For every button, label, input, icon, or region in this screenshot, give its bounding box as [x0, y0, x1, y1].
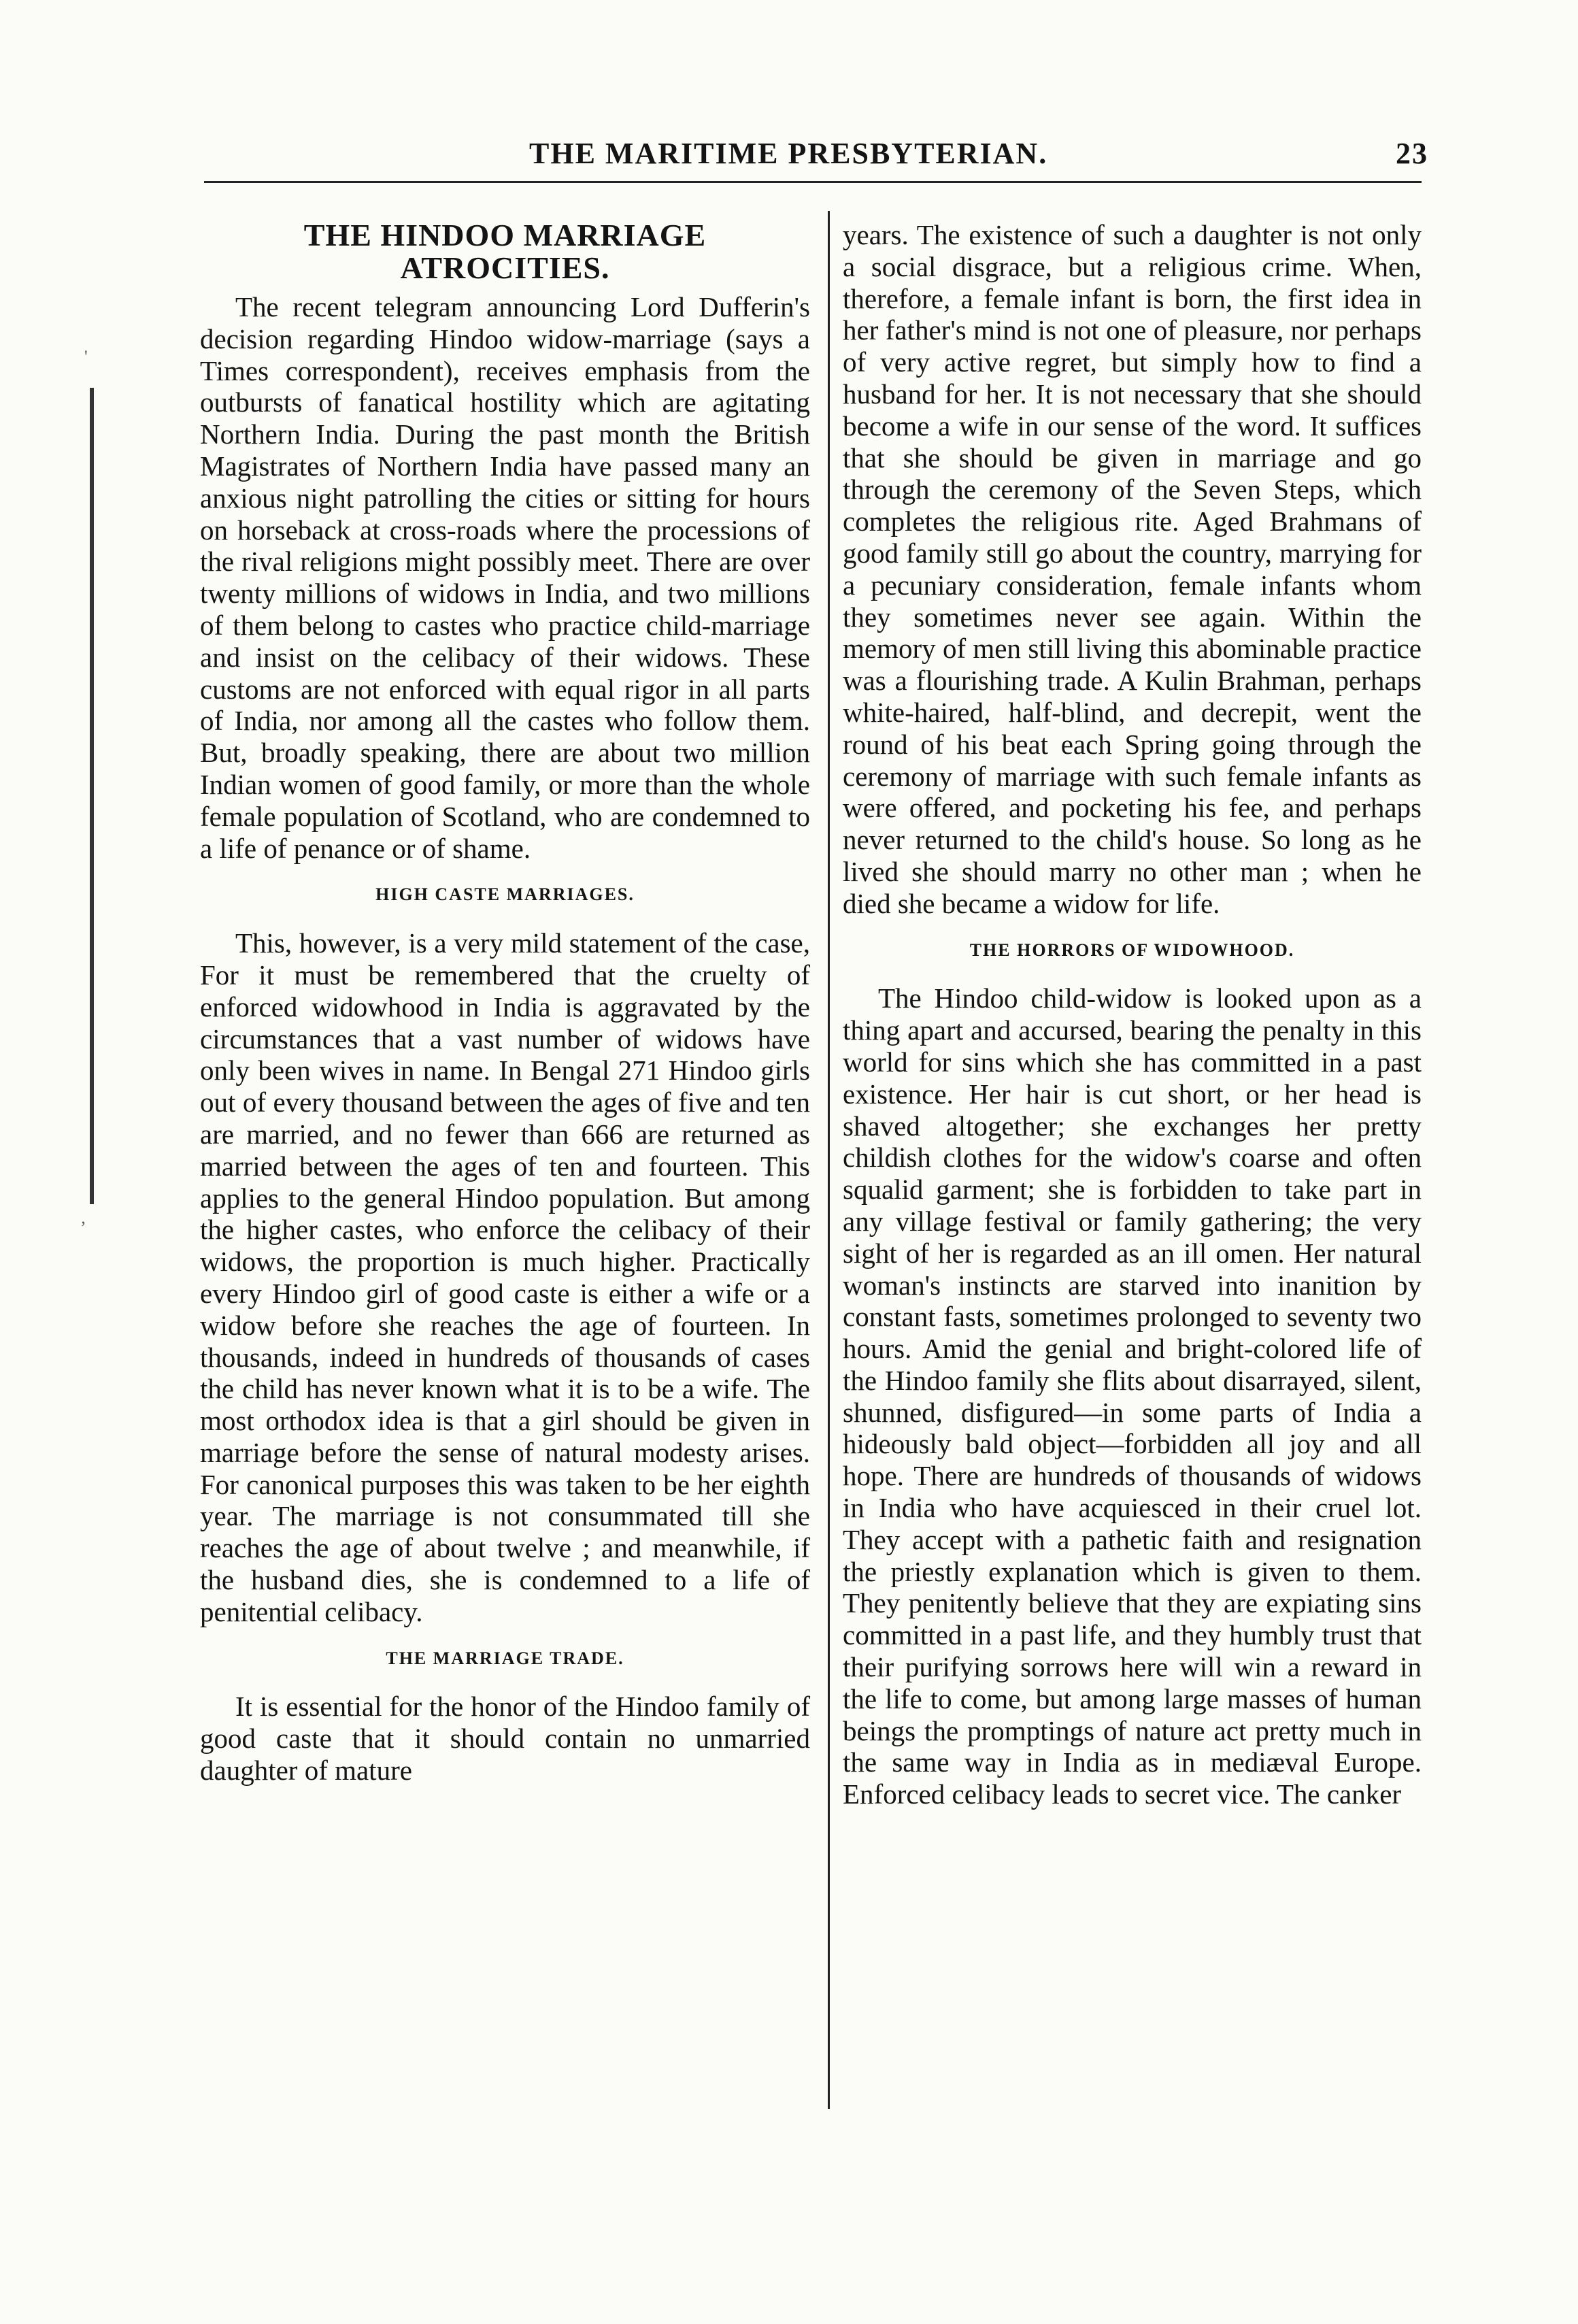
margin-bar	[90, 388, 94, 1204]
paragraph-marriage-trade-continued: years. The existence of such a daughter is not only a social disgrace, but a religious crime. When, therefore, a female infant is born, the first idea in her father's mind is not one of pleasure, nor perhaps of very active regret, but simply how to find a husband for her. It is not necessary that she should become a wife in our sense of the word. It suffices that she should be given in marriage and go through the ceremony of the Seven Steps, which completes the religious rite. Aged Brahmans of good family still go about the country, marrying for a pecuniary consideration, female infants whom they sometimes never see again. Within the memory of men still living this abominable practice was a flourishing trade. A Kulin Brahman, perhaps white-haired, half-blind, and decrepit, went the round of his beat each Spring going through the ceremony of marriage with such female infants as were offered, and pocketing his fee, and perhaps never returned to the child's house. So long as he lived she should marry no other man ; when he died she became a widow for life.	[843, 219, 1422, 919]
column-right	[843, 219, 1422, 1810]
paragraph-horrors-of-widowhood: The Hindoo child-widow is looked upon as a thing apart and accursed, bearing the penalty in this world for sins which she has committed in a past existence. Her hair is cut short, or her head is shaved altogether; she exchanges her pretty childish clothes for the widow's coarse and often squalid garment; she is forbidden to take part in any village festival or family gathering; the very sight of her is regarded as an ill omen. Her natural woman's instincts are starved into inanition by constant fasts, sometimes prolonged to seventy two hours. Amid the genial and bright-colored life of the Hindoo family she flits about disarrayed, silent, shunned, disfigured—in some parts of India a hideously bald object—forbidden all joy and all hope. There are hundreds of thousands of widows in India who have acquiesced in their cruel lot. They accept with a pathetic faith and resignation the priestly explanation which is given to them. They penitently believe that they are expiating sins committed in a past life, and they humbly trust that their purifying sorrows here will win a reward in the life to come, but among large masses of human beings the promptings of nature act pretty much in the same way in India as in mediæval Europe. Enforced celibacy leads to secret vice. The canker	[843, 982, 1422, 1810]
column-divider	[828, 211, 830, 2109]
margin-mark: ʼ	[80, 1218, 86, 1238]
margin-mark: '	[84, 347, 88, 367]
paragraph-high-caste-marriages: This, however, is a very mild statement of the case, For it must be remembered that the cruelty of enforced widowhood in India is aggravated by the circumstances that a vast number of widows have only been wives in name. In Bengal 271 Hindoo girls out of every thousand between the ages of five and ten are married, and no fewer than 666 are returned as married between the ages of ten and fourteen. This applies to the general Hindoo population. But among the higher castes, who enforce the celibacy of their widows, the proportion is much higher. Practically every Hindoo girl of good caste is either a wife or a widow before she reaches the age of fourteen. In thousands, indeed in hundreds of thousands of cases the child has never known what it is to be a wife. The most orthodox idea is that a girl should be given in marriage before the sense of natural modesty arises. For canonical purposes this was taken to be her eighth year. The marriage is not consummated till she reaches the age of about twelve ; and meanwhile, if the husband dies, she is condemned to a life of penitential celibacy.	[200, 927, 810, 1627]
subhead-horrors-of-widowhood: THE HORRORS OF WIDOWHOOD.	[969, 940, 1295, 960]
article-intro: The recent telegram announcing Lord Dufferin's decision regarding Hindoo widow-marriage (says a Times correspondent), receives emphasis from the outbursts of fanatical hostility which are agitating Northern India. During the past month the British Magistrates of Northern India have passed many an anxious night patrolling the cities or sitting for hours on horseback at cross-roads where the processions of the rival religions might possibly meet. There are over twenty millions of widows in India, and two millions of them belong to castes who practice child-marriage and insist on the celibacy of their widows. These customs are not enforced with equal rigor in all parts of India, nor among all the castes who follow them. But, broadly speaking, there are about two million Indian women of good family, or more than the whole female population of Scotland, who are condemned to a life of penance or of shame.	[200, 291, 810, 864]
paragraph-marriage-trade-start: It is essential for the honor of the Hindoo family of good caste that it should contain no unmarried daughter of mature	[200, 1691, 810, 1787]
page-number: 23	[1396, 137, 1428, 170]
subhead-high-caste-marriages: HIGH CASTE MARRIAGES.	[375, 884, 635, 905]
running-title: THE MARITIME PRESBYTERIAN.	[529, 137, 1048, 170]
subhead-marriage-trade: THE MARRIAGE TRADE.	[386, 1648, 624, 1668]
column-left	[200, 219, 810, 1787]
article-title: THE HINDOO MARRIAGE ATROCITIES.	[303, 218, 707, 285]
running-head	[517, 136, 1428, 177]
header-rule	[204, 181, 1422, 183]
